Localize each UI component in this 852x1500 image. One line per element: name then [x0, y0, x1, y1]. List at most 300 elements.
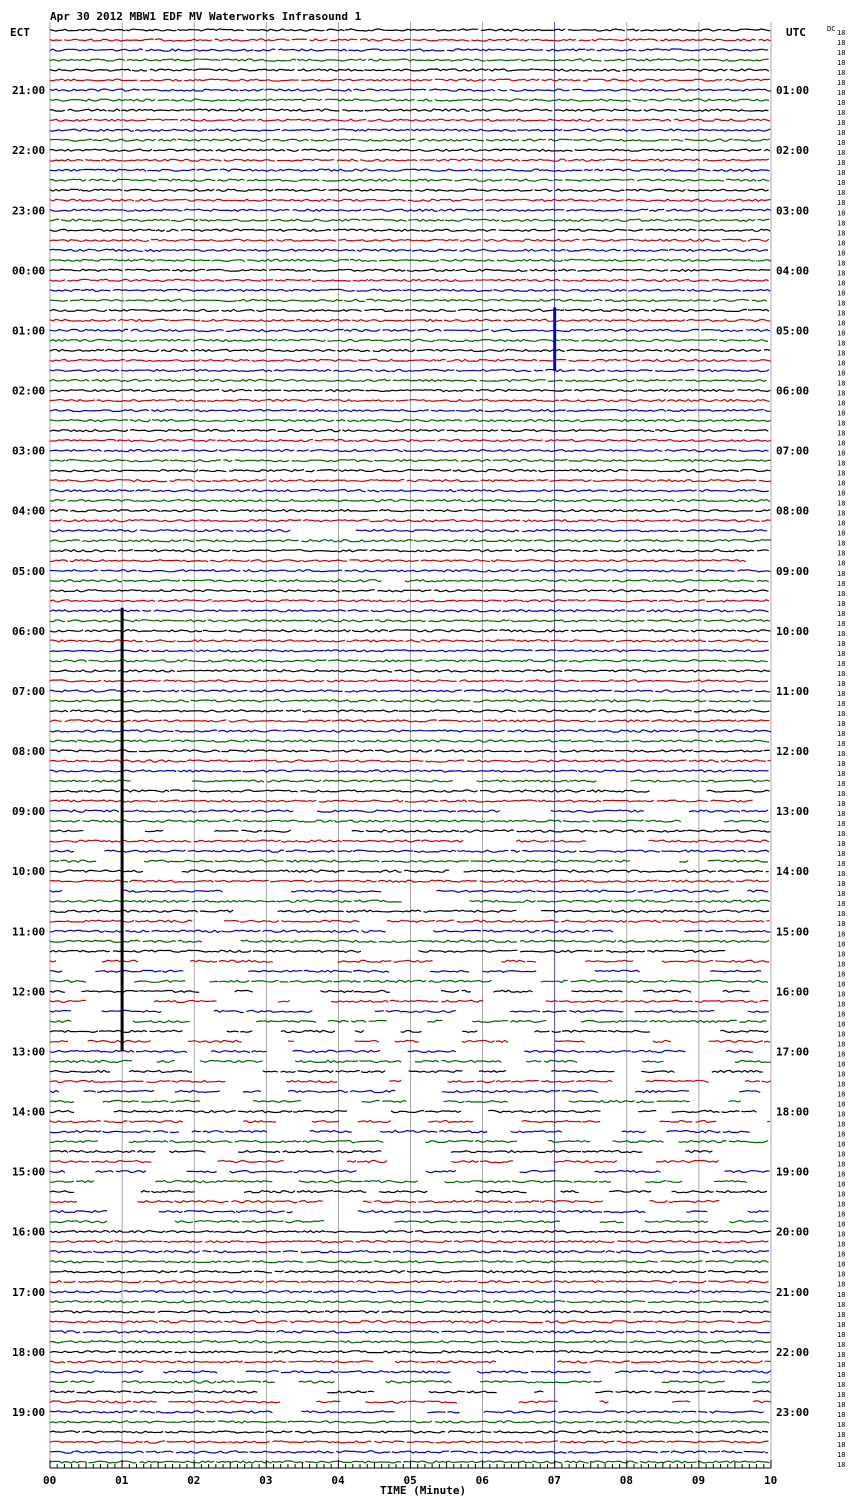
trace-scale-label: 18: [837, 910, 846, 919]
trace-line: [50, 1020, 769, 1022]
trace-line: [50, 720, 770, 722]
trace-line: [50, 690, 770, 692]
trace-line: [50, 780, 770, 782]
trace-line: [50, 650, 769, 652]
trace-scale-label: 18: [837, 409, 846, 418]
trace-line: [50, 369, 769, 371]
trace-scale-label: 18: [837, 549, 846, 558]
right-hour-label: 05:00: [776, 324, 810, 338]
trace-scale-label: 18: [837, 1180, 846, 1189]
trace-scale-label: 18: [837, 89, 846, 98]
trace-line: [50, 1211, 769, 1213]
trace-scale-label: 18: [837, 229, 846, 238]
left-hour-label: 05:00: [12, 564, 46, 578]
trace-scale-label: 18: [837, 1150, 846, 1159]
trace-scale-label: 18: [837, 1370, 846, 1379]
trace-scale-label: 18: [837, 1160, 846, 1169]
trace-line: [50, 59, 769, 61]
right-hour-label: 11:00: [776, 684, 810, 698]
left-hour-label: 14:00: [12, 1105, 46, 1119]
trace-scale-label: 18: [837, 840, 846, 849]
trace-scale-label: 18: [837, 699, 846, 708]
trace-line: [50, 580, 769, 582]
right-hour-label: 06:00: [776, 384, 810, 398]
trace-line: [50, 800, 753, 802]
trace-scale-label: 18: [837, 1130, 846, 1139]
right-hour-label: 23:00: [776, 1405, 810, 1419]
trace-line: [50, 1251, 769, 1253]
trace-line: [50, 1141, 768, 1143]
trace-scale-label: 18: [837, 129, 846, 138]
grid-layer: [50, 22, 771, 1466]
trace-line: [50, 840, 769, 842]
trace-line: [50, 430, 768, 432]
trace-line: [50, 1171, 770, 1173]
left-hour-label: 03:00: [12, 444, 46, 458]
trace-scale-label: 18: [837, 1060, 846, 1069]
trace-scale-label: 18: [837, 69, 846, 78]
trace-scale-label: 18: [837, 710, 846, 718]
left-hour-label: 11:00: [12, 925, 46, 939]
trace-scale-label: 18: [837, 1190, 846, 1199]
left-hour-label: 04:00: [12, 504, 46, 518]
trace-line: [50, 239, 769, 241]
trace-scale-label: 18: [837, 619, 846, 628]
trace-scale-label: 18: [837, 159, 846, 168]
trace-line: [50, 1151, 712, 1153]
trace-scale-label: 18: [837, 870, 846, 879]
trace-line: [50, 610, 769, 612]
trace-line: [50, 1100, 741, 1102]
axis-layer: [12, 29, 845, 1487]
trace-line: [50, 740, 769, 742]
trace-line: [50, 510, 770, 512]
trace-scale-label: 18: [837, 269, 846, 278]
trace-line: [50, 1351, 768, 1353]
dc-label: DC: [827, 25, 836, 33]
trace-line: [50, 279, 769, 281]
trace-scale-label: 18: [837, 189, 846, 198]
trace-scale-label: 18: [837, 479, 846, 488]
trace-line: [50, 590, 768, 592]
trace-line: [50, 880, 769, 882]
trace-scale-label: 18: [837, 279, 846, 288]
right-hour-label: 16:00: [776, 985, 810, 999]
trace-scale-label: 18: [837, 790, 846, 799]
trace-scale-label: 18: [837, 689, 846, 698]
x-axis-label: TIME (Minute): [380, 1484, 467, 1497]
trace-scale-label: 18: [837, 930, 846, 939]
trace-scale-label: 18: [837, 780, 846, 788]
trace-line: [50, 379, 769, 381]
left-hour-label: 21:00: [12, 84, 46, 98]
trace-scale-label: 18: [837, 1250, 846, 1259]
trace-scale-label: 18: [837, 329, 846, 338]
trace-scale-label: 18: [837, 1340, 846, 1349]
left-hour-label: 00:00: [12, 264, 46, 278]
trace-scale-label: 18: [837, 1240, 846, 1249]
trace-line: [50, 670, 770, 672]
trace-line: [50, 560, 746, 562]
trace-line: [50, 660, 769, 662]
trace-line: [50, 500, 770, 502]
right-hour-label: 01:00: [776, 84, 810, 98]
trace-line: [50, 79, 770, 81]
trace-scale-label: 18: [837, 1330, 846, 1339]
trace-line: [50, 620, 770, 622]
trace-scale-label: 18: [837, 950, 846, 959]
trace-line: [50, 329, 770, 331]
trace-scale-label: 18: [837, 1280, 846, 1289]
trace-scale-label: 18: [837, 1350, 846, 1359]
trace-scale-label: 18: [837, 669, 846, 678]
trace-line: [50, 349, 770, 351]
trace-line: [50, 219, 770, 221]
trace-line: [50, 1281, 769, 1283]
left-hour-label: 18:00: [12, 1345, 46, 1359]
left-hour-label: 19:00: [12, 1405, 46, 1419]
trace-line: [50, 299, 769, 301]
right-hour-label: 07:00: [776, 444, 810, 458]
trace-scale-label: 18: [837, 960, 846, 969]
trace-line: [50, 910, 769, 912]
left-hour-label: 17:00: [12, 1285, 46, 1299]
trace-line: [50, 1421, 769, 1423]
trace-line: [50, 1040, 770, 1042]
trace-scale-label: 18: [837, 730, 846, 738]
trace-line: [50, 600, 769, 602]
trace-line: [50, 189, 769, 191]
trace-line: [50, 169, 770, 171]
trace-scale-label: 18: [837, 649, 846, 658]
x-tick-label: 03: [259, 1474, 273, 1487]
right-axis-label: UTC: [786, 26, 806, 39]
left-hour-label: 23:00: [12, 204, 46, 218]
trace-line: [50, 399, 770, 401]
trace-scale-label: 18: [837, 1010, 846, 1019]
right-hour-label: 02:00: [776, 144, 810, 158]
trace-line: [50, 1120, 770, 1122]
trace-scale-label: 18: [837, 1390, 846, 1399]
trace-scale-label: 18: [837, 1410, 846, 1419]
right-hour-label: 19:00: [776, 1165, 810, 1179]
trace-line: [50, 1090, 760, 1092]
trace-scale-label: 18: [837, 1300, 846, 1309]
trace-scale-label: 18: [837, 429, 846, 438]
trace-line: [50, 790, 770, 792]
trace-line: [50, 1000, 768, 1002]
trace-line: [50, 119, 770, 121]
right-hour-label: 21:00: [776, 1285, 810, 1299]
right-hour-label: 18:00: [776, 1105, 810, 1119]
trace-line: [50, 850, 769, 852]
trace-line: [50, 1070, 763, 1072]
trace-scale-label: 18: [837, 990, 846, 999]
trace-scale-label: 18: [837, 1070, 846, 1079]
trace-scale-label: 18: [837, 970, 846, 979]
trace-scale-label: 18: [837, 810, 846, 819]
trace-line: [50, 1271, 768, 1273]
trace-scale-label: 18: [837, 1170, 846, 1179]
trace-scale-label: 18: [837, 900, 846, 909]
right-hour-label: 08:00: [776, 504, 810, 518]
trace-scale-label: 18: [837, 259, 846, 268]
trace-line: [50, 890, 768, 892]
trace-line: [50, 1010, 769, 1012]
trace-scale-label: 18: [837, 469, 846, 478]
trace-scale-label: 18: [837, 399, 846, 408]
trace-scale-label: 18: [837, 830, 846, 839]
right-hour-label: 04:00: [776, 264, 810, 278]
trace-scale-label: 18: [837, 379, 846, 388]
x-tick-label: 04: [331, 1474, 345, 1487]
trace-line: [50, 920, 770, 922]
left-hour-label: 02:00: [12, 384, 46, 398]
right-hour-label: 03:00: [776, 204, 810, 218]
trace-line: [50, 530, 769, 532]
trace-scale-label: 18: [837, 1020, 846, 1029]
trace-line: [50, 820, 769, 822]
trace-scale-label: 18: [837, 499, 846, 508]
trace-scale-label: 18: [837, 199, 846, 208]
left-hour-label: 15:00: [12, 1165, 46, 1179]
trace-scale-label: 18: [837, 940, 846, 949]
trace-scale-label: 18: [837, 760, 846, 768]
trace-scale-label: 18: [837, 459, 846, 468]
trace-line: [50, 1201, 719, 1203]
trace-line: [50, 1221, 768, 1223]
left-hour-label: 09:00: [12, 805, 46, 819]
trace-line: [50, 99, 769, 101]
trace-scale-label: 18: [837, 149, 846, 158]
right-hour-label: 20:00: [776, 1225, 810, 1239]
trace-scale-label: 18: [837, 369, 846, 378]
trace-line: [50, 229, 770, 231]
trace-line: [50, 49, 768, 51]
trace-scale-label: 18: [837, 920, 846, 929]
right-hour-label: 15:00: [776, 925, 810, 939]
trace-scale-label: 18: [837, 509, 846, 518]
trace-scale-label: 18: [837, 1461, 846, 1469]
x-tick-label: 06: [475, 1474, 489, 1487]
left-hour-label: 01:00: [12, 324, 46, 338]
trace-scale-label: 18: [837, 489, 846, 498]
trace-scale-label: 18: [837, 1380, 846, 1389]
trace-scale-label: 18: [837, 1080, 846, 1089]
x-tick-label: 00: [43, 1474, 57, 1487]
trace-scale-label: 18: [837, 99, 846, 108]
trace-line: [50, 1331, 770, 1333]
trace-scale-label: 18: [837, 679, 846, 688]
trace-scale-label: 18: [837, 1000, 846, 1009]
trace-scale-label: 18: [837, 1431, 846, 1439]
trace-scale-label: 18: [837, 59, 846, 67]
trace-line: [50, 1241, 768, 1243]
trace-line: [50, 940, 769, 942]
trace-scale-label: 18: [837, 419, 846, 428]
x-tick-label: 10: [764, 1474, 778, 1487]
x-tick-label: 07: [547, 1474, 561, 1487]
trace-scale-label: 18: [837, 659, 846, 668]
trace-line: [50, 860, 770, 862]
right-hour-label: 12:00: [776, 745, 810, 758]
trace-line: [50, 179, 770, 181]
right-hour-label: 14:00: [776, 865, 810, 879]
right-hour-label: 13:00: [776, 805, 810, 819]
trace-scale-label: 18: [837, 239, 846, 248]
trace-scale-label: 18: [837, 599, 846, 608]
left-hour-label: 06:00: [12, 624, 46, 638]
right-hour-label: 22:00: [776, 1345, 810, 1359]
trace-line: [50, 770, 769, 772]
trace-scale-label: 18: [837, 49, 846, 57]
trace-scale-label: 18: [837, 1230, 846, 1239]
trace-line: [50, 960, 769, 962]
x-tick-label: 02: [187, 1474, 201, 1487]
trace-line: [50, 1191, 767, 1193]
trace-line: [50, 750, 770, 752]
trace-scale-label: 18: [837, 890, 846, 899]
trace-scale-label: 18: [837, 880, 846, 889]
trace-line: [50, 490, 769, 492]
trace-scale-label: 18: [837, 1441, 846, 1449]
trace-scale-label: 18: [837, 980, 846, 989]
trace-scale-label: 18: [837, 1200, 846, 1209]
trace-scale-label: 18: [837, 349, 846, 358]
trace-line: [50, 980, 768, 982]
trace-scale-label: 18: [837, 29, 846, 37]
trace-line: [50, 710, 769, 712]
trace-scale-label: 18: [837, 339, 846, 348]
trace-scale-label: 18: [837, 1040, 846, 1049]
trace-scale-label: 18: [837, 569, 846, 578]
trace-scale-label: 18: [837, 750, 846, 758]
left-hour-label: 08:00: [12, 745, 46, 758]
trace-scale-label: 18: [837, 1110, 846, 1119]
trace-scale-label: 18: [837, 1050, 846, 1059]
trace-line: [50, 810, 768, 812]
trace-line: [50, 1110, 756, 1112]
trace-scale-label: 18: [837, 1140, 846, 1149]
trace-scale-label: 18: [837, 79, 846, 88]
trace-line: [50, 990, 750, 992]
trace-line: [50, 870, 769, 872]
trace-scale-label: 18: [837, 39, 846, 47]
trace-scale-label: 18: [837, 720, 846, 728]
x-tick-label: 09: [691, 1474, 706, 1487]
left-hour-label: 12:00: [12, 985, 46, 999]
trace-line: [50, 69, 769, 71]
trace-scale-label: 18: [837, 1290, 846, 1299]
trace-scale-label: 18: [837, 1270, 846, 1279]
trace-line: [50, 640, 768, 642]
trace-line: [50, 1130, 750, 1132]
left-hour-label: 22:00: [12, 144, 46, 158]
trace-line: [50, 550, 769, 552]
left-hour-label: 10:00: [12, 865, 46, 879]
trace-scale-label: 18: [837, 209, 846, 218]
trace-scale-label: 18: [837, 609, 846, 618]
trace-scale-label: 18: [837, 449, 846, 458]
trace-scale-label: 18: [837, 1400, 846, 1409]
trace-scale-label: 18: [837, 800, 846, 809]
trace-scale-label: 18: [837, 169, 846, 178]
trace-line: [50, 149, 770, 151]
trace-scale-label: 18: [837, 439, 846, 448]
trace-scale-label: 18: [837, 119, 846, 128]
left-hour-label: 16:00: [12, 1225, 46, 1239]
trace-scale-label: 18: [837, 770, 846, 778]
trace-scale-label: 18: [837, 309, 846, 318]
trace-scale-label: 18: [837, 1120, 846, 1129]
left-hour-label: 07:00: [12, 684, 46, 698]
trace-line: [50, 1431, 768, 1433]
trace-line: [50, 1030, 768, 1032]
trace-scale-label: 18: [837, 1100, 846, 1109]
trace-line: [50, 309, 769, 311]
trace-scale-label: 18: [837, 639, 846, 648]
trace-line: [50, 1301, 769, 1303]
trace-line: [50, 680, 768, 682]
trace-scale-label: 18: [837, 629, 846, 638]
trace-scale-label: 18: [837, 1320, 846, 1329]
trace-scale-label: 18: [837, 820, 846, 829]
trace-scale-label: 18: [837, 860, 846, 869]
trace-scale-label: 18: [837, 1360, 846, 1369]
left-axis-label: ECT: [10, 26, 30, 39]
trace-line: [50, 1451, 768, 1453]
trace-scale-label: 18: [837, 289, 846, 298]
trace-line: [50, 1050, 770, 1052]
trace-scale-label: 18: [837, 249, 846, 258]
x-tick-label: 08: [619, 1474, 634, 1487]
trace-line: [50, 450, 769, 452]
trace-scale-label: 18: [837, 109, 846, 118]
trace-scale-label: 18: [837, 389, 846, 398]
left-hour-label: 13:00: [12, 1045, 46, 1059]
trace-scale-label: 18: [837, 1420, 846, 1429]
right-hour-label: 10:00: [776, 624, 810, 638]
trace-line: [50, 249, 770, 251]
trace-scale-label: 18: [837, 1260, 846, 1269]
trace-scale-label: 18: [837, 1210, 846, 1219]
x-tick-label: 01: [115, 1474, 129, 1487]
trace-scale-label: 18: [837, 850, 846, 859]
trace-line: [50, 900, 770, 902]
trace-line: [50, 1261, 769, 1263]
trace-scale-label: 18: [837, 1310, 846, 1319]
trace-line: [50, 970, 761, 972]
trace-scale-label: 18: [837, 539, 846, 548]
trace-line: [50, 1381, 770, 1383]
trace-scale-label: 18: [837, 139, 846, 148]
trace-scale-label: 18: [837, 299, 846, 308]
trace-line: [50, 339, 768, 341]
trace-line: [50, 139, 770, 141]
trace-scale-label: 18: [837, 319, 846, 328]
trace-line: [50, 1181, 769, 1183]
trace-scale-label: 18: [837, 740, 846, 748]
trace-scale-label: 18: [837, 359, 846, 368]
trace-scale-label: 18: [837, 529, 846, 538]
x-tick-label: 05: [403, 1474, 417, 1487]
trace-line: [50, 29, 770, 31]
trace-scale-label: 18: [837, 179, 846, 188]
trace-scale-label: 18: [837, 1220, 846, 1229]
trace-line: [50, 1161, 719, 1163]
right-hour-label: 17:00: [776, 1045, 810, 1059]
trace-scale-label: 18: [837, 1451, 846, 1459]
